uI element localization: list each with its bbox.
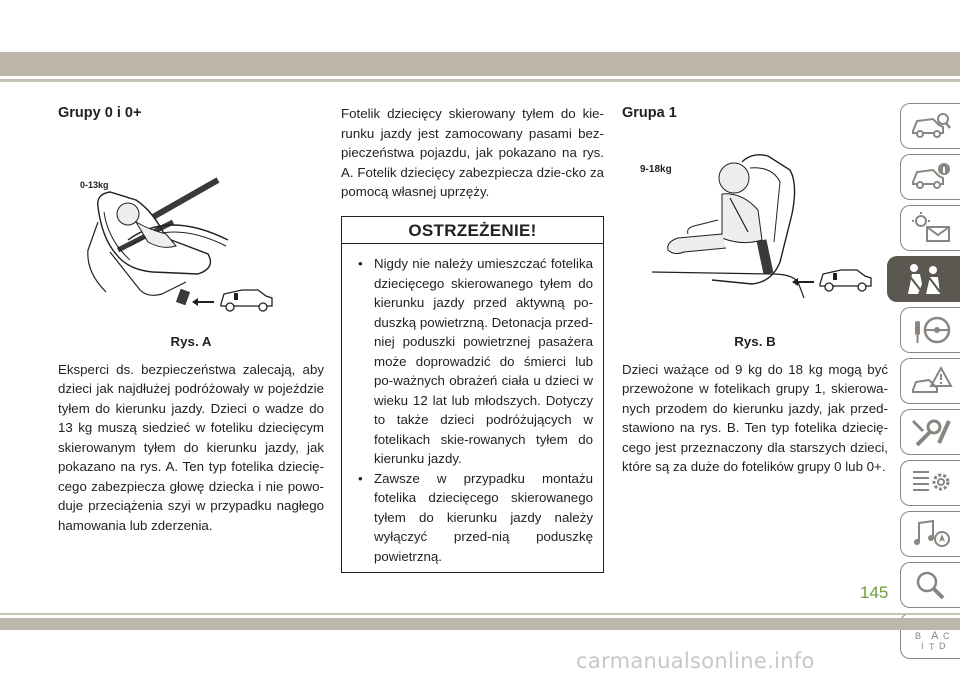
figure-b <box>622 122 888 334</box>
footer-divider <box>0 613 960 615</box>
car-magnifier-icon <box>909 109 953 143</box>
warning-item: • Zawsze w przypadku montażu fotelika dziecięcego skierowanego tyłem do kierunku jazdy należy wyłączyć przed-nią poduszkę powietrzną. <box>352 469 593 567</box>
list-gear-icon <box>909 466 953 500</box>
tab-car-inspection[interactable] <box>900 103 960 149</box>
group-1-paragraph: Dzieci ważące od 9 kg do 18 kg mogą być przewożone w fotelikach grupy 1, skierowa-nych przodem do kierunku jazdy, jak przed-stawiono na rys. B. Ten typ fotelika dziecię-cego jest przeznaczony dla starszych dzieci, które są za duże do fotelików grupy 0 lub 0+. <box>622 361 888 474</box>
section-heading-group-0: Grupy 0 i 0+ <box>58 105 142 121</box>
svg-text:A: A <box>930 630 938 642</box>
figure-a <box>58 122 324 334</box>
header-divider <box>0 79 960 82</box>
svg-text:T: T <box>928 642 934 652</box>
forward-facing-seat-illustration <box>622 122 888 334</box>
safety-seatbelt-airbag-icon <box>902 262 946 296</box>
tab-emergency[interactable] <box>900 358 960 404</box>
header-band <box>0 52 960 76</box>
svg-text:B: B <box>914 631 921 641</box>
car-direction-icon <box>820 270 871 291</box>
tab-lights-messages[interactable] <box>900 205 960 251</box>
warning-item: • Nigdy nie należy umieszczać fotelika dziecięcego skierowanego tyłem do kierunku jazdy przed aktywną po-duszką powietrzną. Detonacja przed-niej poduszki powietrznej pasażera może doprowadzić do śmierci lub po-ważnych obrażeń ciała u dzieci w wieku 12 lat lub młodszych. Dotyczy to także dzieci podróżujących w fotelikach skie-rowanych tyłem do kierunku jazdy. <box>352 254 593 469</box>
warning-list <box>342 244 603 572</box>
car-info-icon <box>909 160 953 194</box>
search-icon <box>909 568 953 602</box>
column-right <box>622 104 888 477</box>
column-middle <box>341 104 604 573</box>
car-warning-icon <box>909 364 953 398</box>
rear-facing-seat-illustration <box>58 122 324 334</box>
svg-text:I: I <box>920 641 924 651</box>
watermark: carmanualsonline.info <box>576 649 815 673</box>
tab-starting-driving[interactable] <box>900 307 960 353</box>
music-navigation-icon <box>909 517 953 551</box>
tab-servicing[interactable] <box>900 409 960 455</box>
section-heading-group-1: Grupa 1 <box>622 105 677 121</box>
tab-multimedia[interactable] <box>900 511 960 557</box>
key-steering-wheel-icon <box>909 313 953 347</box>
car-direction-icon <box>221 290 272 311</box>
page-number: 145 <box>860 583 889 602</box>
warning-box <box>341 216 604 574</box>
figure-a-caption: Rys. A <box>170 334 212 349</box>
warning-title: OSTRZEŻENIE! <box>342 217 603 245</box>
wrench-tools-icon <box>909 415 953 449</box>
tab-technical-specs[interactable] <box>900 460 960 506</box>
figure-a-weight-label: 0-13kg <box>80 180 109 190</box>
group-0-paragraph: Eksperci ds. bezpieczeństwa zalecają, aby dzieci jak najdłużej podróżowały w pojeździe tyłem do kierunku jazdy. Dzieci o wadze do 13 kg muszą siedzieć w foteliku dziecięcym skierowanym tyłem do kierunku jazdy, jak pokazano na rys. A. Ten typ fotelika dziecię-cego zabezpiecza głowę dziecka i nie powo-duje przeciążenia szyi w przypadku nagłego hamowania lub zderzenia. <box>58 361 324 533</box>
figure-b-caption: Rys. B <box>734 334 776 349</box>
figure-b-weight-label: 9-18kg <box>640 164 672 175</box>
footer-band <box>0 618 960 630</box>
tab-search[interactable] <box>900 562 960 608</box>
rear-facing-intro-paragraph: Fotelik dziecięcy skierowany tyłem do kie-runku jazdy jest zamocowany pasami bez-pieczeństwa pojazdu, jak pokazano na rys. A. Fotelik dziecięcy zabezpiecza dzie-cko za pomocą własnej uprzęży. <box>341 106 604 199</box>
tab-car-info[interactable] <box>900 154 960 200</box>
svg-text:D: D <box>938 641 945 651</box>
tab-safety[interactable] <box>887 256 960 302</box>
svg-text:C: C <box>942 631 949 641</box>
chapter-tabs <box>887 103 960 664</box>
lights-mail-icon <box>909 211 953 245</box>
column-left <box>58 104 324 535</box>
